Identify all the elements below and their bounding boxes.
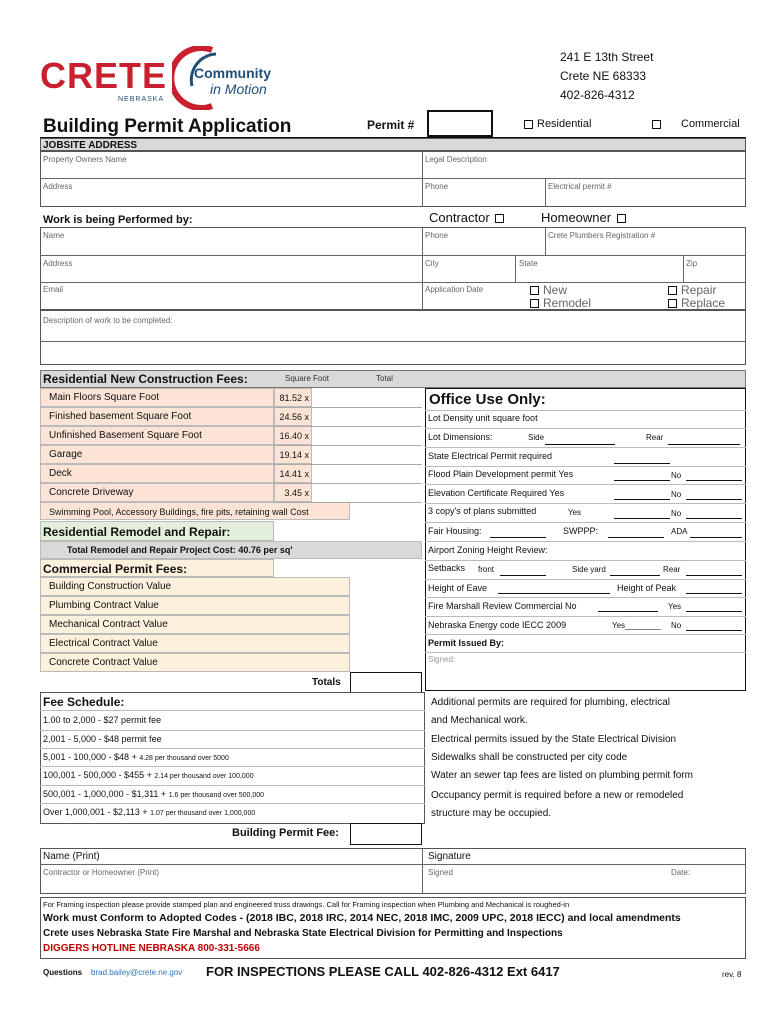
fee-row: 500,001 - 1,000,000 - $1,311 + 1.6 per thousand over 500,000 [43, 789, 265, 799]
square-foot-col: Square Foot [285, 374, 330, 383]
electrical-permit-field[interactable]: Electrical permit # [548, 182, 612, 191]
contractor-print-field[interactable]: Contractor or Homeowner (Print) [43, 868, 160, 877]
fee-row: Garage [40, 445, 274, 464]
plans-submitted: 3 copy's of plans submitted [428, 506, 537, 516]
jobsite-address-field[interactable]: Address [43, 182, 73, 191]
logo-crete: CRETE [40, 55, 168, 96]
permit-label: Permit # [367, 118, 415, 132]
diggers-hotline: DIGGERS HOTLINE NEBRASKA 800-331-5666 [43, 943, 260, 954]
remodel-header: Residential Remodel and Repair: [40, 521, 274, 541]
crete-note: Crete uses Nebraska State Fire Marshal and Nebraska State Electrical Division for Permitting and Inspections [43, 928, 563, 939]
energy-code: Nebraska Energy code IECC 2009 [428, 620, 567, 630]
building-permit-fee-label: Building Permit Fee: [232, 827, 339, 839]
total-col: Total [376, 374, 393, 383]
note-line: Additional permits are required for plumbing, electrical [431, 697, 671, 708]
questions-label: Questions [43, 968, 83, 977]
flood-plain: Flood Plain Development permit Yes [428, 469, 574, 479]
fee-row: Over 1,000,001 - $2,113 + 1.07 per thousand over 1,000,000 [43, 807, 256, 817]
zip-field[interactable]: Zip [686, 259, 698, 268]
description-label: Description of work to be completed: [43, 316, 173, 325]
swimming-pool-row: Swimming Pool, Accessory Buildings, fire pits, retaining wall Cost [40, 502, 350, 520]
fee-row: 2,001 - 5,000 - $48 permit fee [43, 734, 162, 744]
jobsite-phone-field[interactable]: Phone [425, 182, 449, 191]
airport-zoning: Airport Zoning Height Review: [428, 545, 548, 555]
commercial-row: Building Construction Value [40, 577, 350, 596]
framing-note: For Framing inspection please provide stamped plan and engineered truss drawings. Call for Framing inspection when Plumbing and Mechanical is roughed-in [43, 900, 570, 909]
inspections-phone: FOR INSPECTIONS PLEASE CALL 402-826-4312 Ext 6417 [206, 964, 560, 979]
fee-row: 1.00 to 2,000 - $27 permit fee [43, 715, 162, 725]
logo-nebraska: NEBRASKA [118, 96, 165, 103]
building-permit-fee-field[interactable] [350, 823, 422, 845]
residential-checkbox[interactable]: Residential [524, 119, 591, 130]
contractor-address-field[interactable]: Address [43, 259, 73, 268]
signature-label: Signature [428, 851, 471, 862]
commercial-row: Electrical Contract Value [40, 634, 350, 653]
office-signed: Signed: [428, 655, 456, 664]
fee-row: Unfinished Basement Square Foot [40, 426, 274, 445]
note-line: Occupancy permit is required before a new or remodeled [431, 790, 684, 801]
commercial-header: Commercial Permit Fees: [40, 559, 274, 577]
logo-tagline-motion: in Motion [210, 81, 267, 97]
new-checkbox[interactable]: New [530, 284, 567, 296]
note-line: Electrical permits issued by the State Electrical Division [431, 734, 677, 745]
application-date-field[interactable]: Application Date [425, 285, 484, 294]
revision-label: rev. 8 [722, 970, 742, 979]
note-line: structure may be occupied. [431, 808, 552, 819]
permit-number-field[interactable] [427, 110, 493, 137]
repair-checkbox[interactable]: Repair [668, 284, 716, 296]
address-line1: 241 E 13th Street [560, 50, 654, 64]
setbacks: Setbacks [428, 563, 466, 573]
office-use-title: Office Use Only: [429, 391, 546, 408]
note-line: Sidewalks shall be constructed per city code [431, 752, 628, 763]
logo-tagline-community: Community [194, 65, 271, 81]
work-performed-header: Work is being Performed by: [43, 214, 193, 226]
date-field[interactable]: Date: [671, 868, 691, 877]
commercial-row: Plumbing Contract Value [40, 596, 350, 615]
owner-name-field[interactable]: Property Owners Name [43, 155, 127, 164]
sqft-inputs[interactable] [274, 388, 422, 502]
remodel-checkbox[interactable]: Remodel [530, 297, 591, 309]
page-title: Building Permit Application [43, 116, 292, 137]
fee-row: Main Floors Square Foot [40, 388, 274, 407]
commercial-row: Concrete Contract Value [40, 653, 350, 672]
contact-email-link[interactable]: brad.bailey@crete.ne.gov [91, 968, 183, 977]
replace-checkbox[interactable]: Replace [668, 297, 725, 309]
note-line: and Mechanical work. [431, 715, 528, 726]
commercial-row: Mechanical Contract Value [40, 615, 350, 634]
contractor-phone-field[interactable]: Phone [425, 231, 449, 240]
totals-field[interactable] [350, 672, 422, 693]
commercial-checkbox[interactable]: Commercial [652, 119, 740, 130]
legal-description-field[interactable]: Legal Description [425, 155, 487, 164]
remodel-total-row: Total Remodel and Repair Project Cost: 40.76 per sq' [40, 541, 422, 559]
signed-field[interactable]: Signed [428, 868, 453, 877]
name-print-label: Name (Print) [43, 851, 100, 862]
lot-dimensions: Lot Dimensions: [428, 432, 493, 442]
jobsite-header: JOBSITE ADDRESS [40, 138, 746, 151]
fee-row: Finished basement Square Foot [40, 407, 274, 426]
contractor-checkbox[interactable]: Contractor [429, 211, 508, 224]
address-phone: 402-826-4312 [560, 88, 635, 102]
contractor-name-field[interactable]: Name [43, 231, 65, 240]
fee-row: Deck [40, 464, 274, 483]
fee-row: 5,001 - 100,000 - $48 + 4.28 per thousand over 5000 [43, 752, 229, 762]
email-field[interactable]: Email [43, 285, 64, 294]
state-electrical-required: State Electrical Permit required [428, 451, 553, 461]
fee-row: 100,001 - 500,000 - $455 + 2.14 per thousand over 100,000 [43, 770, 254, 780]
residential-fees-title: Residential New Construction Fees: [43, 372, 248, 386]
codes-note: Work must Conform to Adopted Codes - (2018 IBC, 2018 IRC, 2014 NEC, 2018 IMC, 2009 UPC, 2018 IECC) and local amendments [43, 912, 681, 924]
fair-housing: Fair Housing: [428, 526, 482, 536]
fire-marshall-review: Fire Marshall Review Commercial No [428, 601, 577, 611]
jobsite-block [40, 151, 746, 207]
fee-row: Concrete Driveway [40, 483, 274, 502]
note-line: Water an sewer tap fees are listed on plumbing permit form [431, 770, 693, 781]
plumbers-registration-field[interactable]: Crete Plumbers Registration # [548, 231, 656, 240]
permit-issued-by: Permit Issued By: [428, 638, 505, 648]
address-line2: Crete NE 68333 [560, 69, 647, 83]
totals-label: Totals [312, 677, 341, 688]
city-field[interactable]: City [425, 259, 439, 268]
lot-density: Lot Density unit square foot [428, 413, 538, 423]
elevation-certificate: Elevation Certificate Required Yes [428, 488, 565, 498]
homeowner-checkbox[interactable]: Homeowner [541, 211, 630, 224]
fee-schedule-title: Fee Schedule: [43, 695, 125, 709]
state-field[interactable]: State [519, 259, 538, 268]
height-eave: Height of Eave [428, 583, 488, 593]
